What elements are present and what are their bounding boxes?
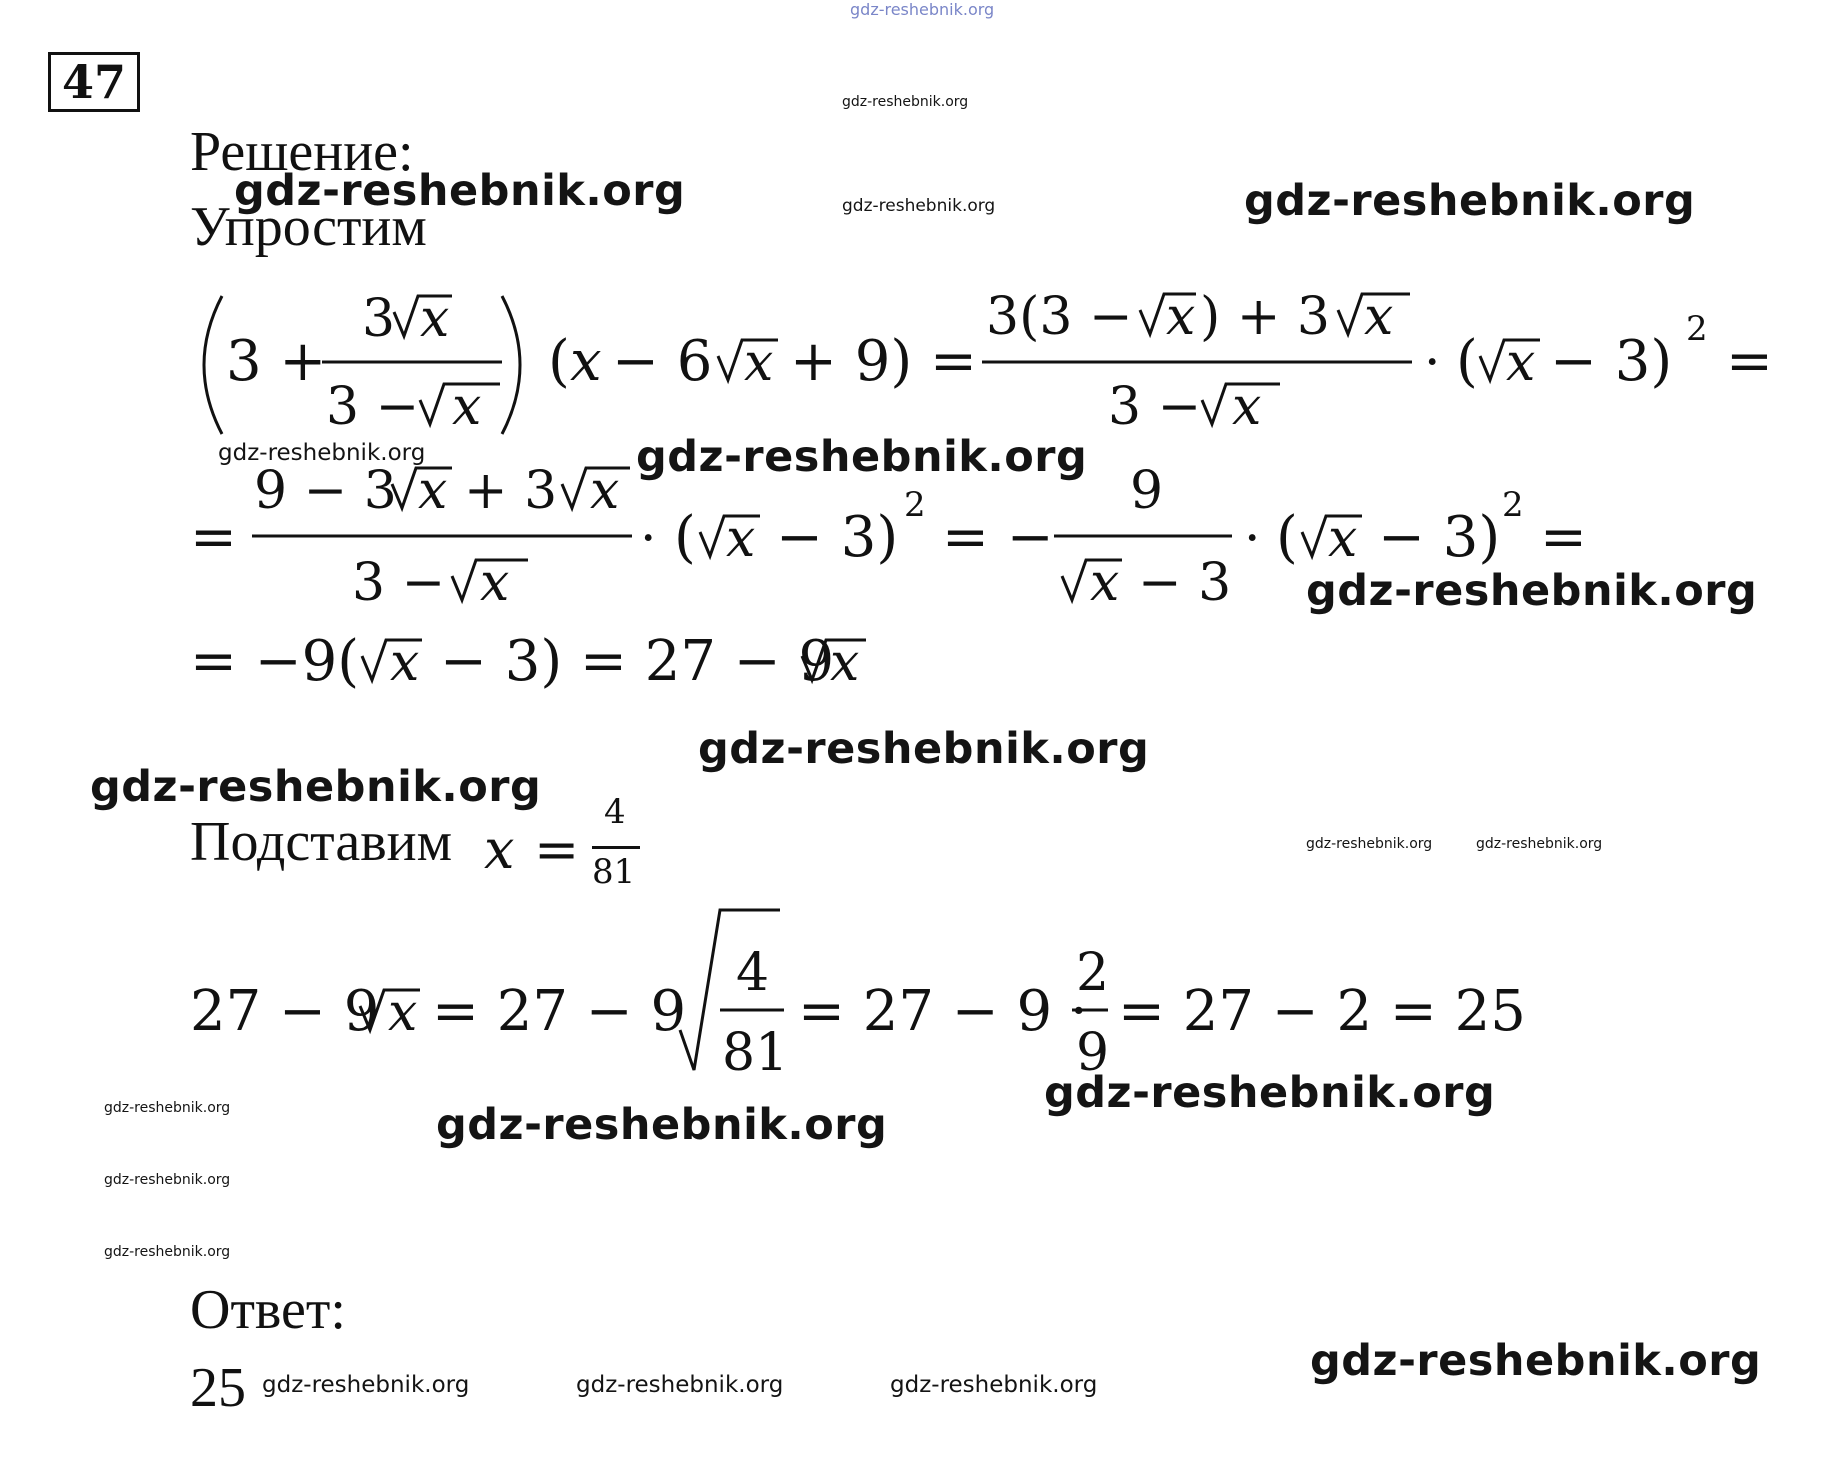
svg-text:=: = — [190, 505, 237, 570]
svg-text:x: x — [1232, 377, 1262, 437]
svg-text:x: x — [590, 461, 620, 521]
svg-text:81: 81 — [722, 1023, 789, 1083]
substitute-denominator: 81 — [592, 852, 636, 892]
watermark: gdz-reshebnik.org — [436, 1100, 888, 1150]
svg-text:2: 2 — [1502, 485, 1524, 525]
svg-text:x: x — [726, 509, 756, 569]
svg-text:) + 3: ) + 3 — [1200, 287, 1330, 347]
answer-label: Ответ: — [190, 1279, 346, 1341]
simplify-heading: Упростим — [190, 196, 427, 258]
svg-text:− 3) = 27 − 9: − 3) = 27 − 9 — [440, 629, 835, 694]
math-line-3 — [190, 629, 866, 694]
watermark: gdz-reshebnik.org — [90, 762, 542, 812]
svg-text:(: ( — [548, 329, 570, 394]
svg-text:=: = — [1726, 329, 1773, 394]
big-left-paren — [204, 296, 222, 434]
svg-text:4: 4 — [736, 943, 770, 1003]
svg-text:= −9(: = −9( — [190, 629, 360, 694]
svg-text:− 3): − 3) — [1550, 329, 1673, 394]
svg-text:2: 2 — [904, 485, 926, 525]
svg-text:9 − 3: 9 − 3 — [254, 461, 397, 521]
svg-text:x: x — [1364, 287, 1394, 347]
watermark: gdz-reshebnik.org — [1310, 1336, 1762, 1386]
svg-text:− 3): − 3) — [1378, 505, 1501, 570]
watermark: gdz-reshebnik.org — [262, 1372, 470, 1398]
svg-text:x: x — [388, 983, 418, 1043]
svg-text:x: x — [570, 329, 602, 394]
watermark: gdz-reshebnik.org — [576, 1372, 784, 1398]
big-right-paren — [502, 296, 520, 434]
watermark: gdz-reshebnik.org — [1306, 566, 1758, 616]
svg-text:·: · — [1424, 333, 1441, 393]
watermark: gdz-reshebnik.org — [1244, 176, 1696, 226]
task-number-box: 47 — [48, 52, 140, 112]
svg-text:3 −: 3 − — [1108, 377, 1202, 437]
svg-text:x: x — [452, 377, 482, 437]
svg-text:x: x — [1328, 509, 1358, 569]
math-line-1 — [204, 287, 1773, 437]
substitute-label: Подставим — [190, 811, 453, 873]
svg-text:·: · — [1244, 509, 1261, 569]
svg-text:3 −: 3 − — [352, 553, 446, 613]
substitute-equals: = — [534, 818, 580, 881]
svg-text:(: ( — [1276, 505, 1298, 570]
substitute-numerator: 4 — [604, 792, 626, 832]
svg-text:(: ( — [1456, 329, 1478, 394]
svg-text:− 3: − 3 — [1138, 553, 1232, 613]
watermark: gdz-reshebnik.org — [218, 440, 426, 466]
svg-text:27 − 9: 27 − 9 — [190, 979, 380, 1044]
svg-text:x: x — [830, 633, 860, 693]
watermark: gdz-reshebnik.org — [698, 724, 1150, 774]
svg-text:x: x — [420, 289, 450, 349]
svg-text:+ 3: + 3 — [464, 461, 558, 521]
svg-text:(: ( — [674, 505, 696, 570]
answer-value: 25 — [190, 1357, 246, 1419]
substitute-variable: x — [484, 818, 515, 881]
svg-text:3(3 −: 3(3 − — [986, 287, 1133, 347]
math-line-4 — [190, 910, 1526, 1083]
svg-text:= 27 − 9 ·: = 27 − 9 · — [798, 979, 1088, 1044]
svg-text:+ 9) =: + 9) = — [790, 329, 977, 394]
watermark: gdz-reshebnik.org — [636, 432, 1088, 482]
svg-text:x: x — [1506, 333, 1536, 393]
svg-text:= 27 − 2 = 25: = 27 − 2 = 25 — [1118, 979, 1526, 1044]
watermark: gdz-reshebnik.org — [104, 1244, 231, 1260]
watermark: gdz-reshebnik.org — [104, 1172, 231, 1188]
solution-heading: Решение: — [190, 121, 414, 183]
watermark: gdz-reshebnik.org — [890, 1372, 1098, 1398]
svg-text:= 27 − 9: = 27 − 9 — [432, 979, 687, 1044]
watermark: gdz-reshebnik.org — [842, 94, 969, 110]
watermark: gdz-reshebnik.org — [104, 1100, 231, 1116]
svg-text:− 6: − 6 — [612, 329, 713, 394]
watermark: gdz-reshebnik.org — [1306, 836, 1433, 852]
watermark: gdz-reshebnik.org — [842, 196, 996, 216]
svg-text:9: 9 — [1130, 461, 1164, 521]
svg-text:=: = — [1540, 505, 1587, 570]
substitute-fraction-bar — [592, 846, 640, 849]
watermark: gdz-reshebnik.org — [234, 166, 686, 216]
watermark: gdz-reshebnik.org — [1476, 836, 1603, 852]
svg-text:− 3): − 3) — [776, 505, 899, 570]
watermark-top: gdz-reshebnik.org — [850, 0, 995, 19]
watermark: gdz-reshebnik.org — [1044, 1068, 1496, 1118]
svg-text:x: x — [480, 553, 510, 613]
svg-text:x: x — [390, 633, 420, 693]
svg-text:9: 9 — [1076, 1023, 1110, 1083]
svg-text:x: x — [1090, 553, 1120, 613]
svg-text:3 −: 3 − — [326, 377, 420, 437]
svg-text:= −: = − — [942, 505, 1054, 570]
svg-text:2: 2 — [1076, 943, 1110, 1003]
svg-text:·: · — [640, 509, 657, 569]
svg-text:x: x — [744, 333, 774, 393]
svg-text:x: x — [1166, 287, 1196, 347]
svg-text:3: 3 — [362, 289, 396, 349]
svg-text:x: x — [418, 461, 448, 521]
term-3: 3 + — [226, 329, 327, 394]
svg-text:2: 2 — [1686, 309, 1708, 349]
